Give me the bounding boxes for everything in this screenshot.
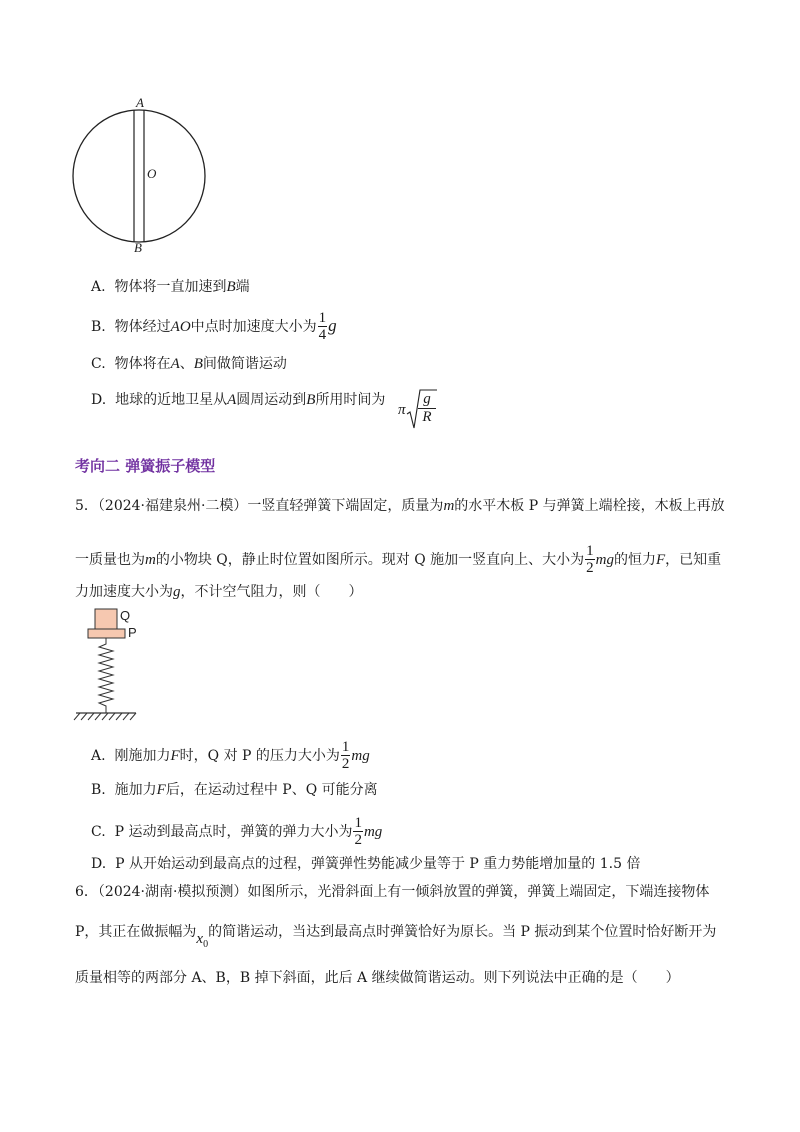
option-text: P 从开始运动到最高点的过程，弹簧弹性势能减少量等于 P 重力势能增加量的 1.5 倍 (115, 856, 641, 872)
var: B (306, 392, 316, 408)
var: g (328, 316, 337, 335)
q5-line-3 (75, 582, 363, 602)
denominator: R (422, 409, 432, 425)
question-text: ，不计空气阻力，则（ ） (180, 584, 363, 600)
var: x (196, 931, 204, 947)
numerator: g (418, 391, 436, 409)
option-text: 施加力 (114, 782, 157, 798)
question-text: 5．（2024·福建泉州·二模）一竖直轻弹簧下端固定，质量为 (75, 498, 444, 514)
var: F (156, 782, 166, 798)
question-text: 力加速度大小为 (75, 584, 173, 600)
fraction (318, 311, 328, 343)
option-prefix: A. (91, 279, 106, 295)
option-text: 间做简谐运动 (202, 356, 287, 372)
var: mg (351, 748, 370, 764)
var: m (145, 552, 156, 568)
option-prefix: C. (91, 356, 106, 372)
var: F (170, 748, 180, 764)
q4-option-c (91, 354, 287, 374)
q5-option-c (91, 816, 382, 848)
fraction (353, 816, 363, 848)
var: A (170, 356, 180, 372)
question-text: 的恒力 (614, 552, 656, 568)
option-prefix: A. (91, 748, 106, 764)
fraction (341, 740, 351, 772)
var: B (193, 356, 203, 372)
option-text: 端 (235, 279, 250, 295)
question-text: P，其正在做振幅为 (75, 924, 197, 940)
option-text: 后，在运动过程中 P、Q 可能分离 (165, 782, 378, 798)
point-a-label: A (136, 95, 144, 110)
question-text: 的小物块 Q，静止时位置如图所示。现对 Q 施加一竖直向上、大小为 (155, 552, 585, 568)
subscript: 0 (203, 939, 209, 950)
label-p: P (128, 625, 137, 640)
var: B (226, 279, 236, 295)
numerator: 1 (341, 739, 350, 755)
amplitude-var (196, 931, 209, 950)
q5-line-1 (75, 496, 725, 516)
var: A (227, 392, 237, 408)
q4-option-a (91, 277, 250, 297)
option-prefix: D. (91, 856, 107, 872)
q5-line-2 (75, 544, 721, 576)
q5-option-d (91, 854, 640, 874)
option-text: 物体将在 (114, 356, 171, 372)
label-q: Q (120, 608, 131, 623)
option-prefix: B. (91, 782, 106, 798)
board-p (88, 629, 125, 638)
question-text: 的水平木板 P 与弹簧上端栓接，木板上再放 (454, 498, 725, 514)
q4-option-d (91, 390, 385, 410)
option-text: 中点时加速度大小为 (190, 319, 317, 335)
earth-circle (73, 110, 205, 242)
q5-option-b (91, 780, 378, 800)
var: F (656, 552, 666, 568)
option-text: 时，Q 对 P 的压力大小为 (179, 748, 340, 764)
block-q (95, 609, 117, 629)
q5-option-a (91, 740, 370, 772)
var: g (173, 584, 181, 600)
ground-hatching (74, 713, 136, 720)
denominator: 4 (318, 327, 327, 343)
option-text: 所用时间为 (315, 392, 386, 408)
option-prefix: D. (91, 392, 107, 408)
option-prefix: C. (91, 824, 106, 840)
denominator: 2 (341, 756, 350, 772)
spring-block-figure (70, 604, 150, 726)
option-text: P 运动到最高点时，弹簧的弹力大小为 (114, 824, 353, 840)
option-text: 物体将一直加速到 (114, 279, 227, 295)
option-text: 物体经过 (114, 319, 171, 335)
option-prefix: B. (91, 319, 106, 335)
pi-symbol: π (398, 402, 406, 418)
question-text: 一质量也为 (75, 552, 145, 568)
option-text: 、 (179, 356, 194, 372)
point-b-label: B (134, 240, 142, 255)
denominator: 2 (586, 560, 594, 576)
circle-tunnel-figure (68, 94, 214, 256)
var: m (443, 498, 455, 514)
point-o-label: O (147, 166, 157, 181)
section-heading: 考向二 弹簧振子模型 (75, 457, 216, 475)
q6-line-2 (75, 922, 716, 948)
numerator: 1 (354, 815, 362, 831)
sqrt-expression (398, 388, 438, 430)
var: AO (170, 319, 191, 335)
spring-coil (99, 638, 113, 713)
sqrt-fraction (418, 391, 436, 426)
fraction (585, 544, 595, 576)
option-text: 刚施加力 (114, 748, 171, 764)
q4-option-b (91, 311, 337, 343)
question-text: ，已知重 (665, 552, 722, 568)
q6-line-1: 6．（2024·湖南·模拟预测）如图所示，光滑斜面上有一倾斜放置的弹簧，弹簧上端固定，下端连接物体 (75, 884, 710, 900)
q6-line-3: 质量相等的两部分 A、B，B 掉下斜面，此后 A 继续做简谐运动。则下列说法中正确的是（ ） (75, 970, 680, 986)
question-text: 的简谐运动，当达到最高点时弹簧恰好为原长。当 P 振动到某个位置时恰好断开为 (208, 924, 717, 940)
var: mg (595, 552, 614, 568)
option-text: 地球的近地卫星从 (115, 392, 228, 408)
denominator: 2 (354, 832, 362, 848)
option-text: 圆周运动到 (236, 392, 307, 408)
var: mg (363, 824, 383, 840)
numerator: 1 (318, 310, 327, 326)
numerator: 1 (586, 543, 594, 559)
